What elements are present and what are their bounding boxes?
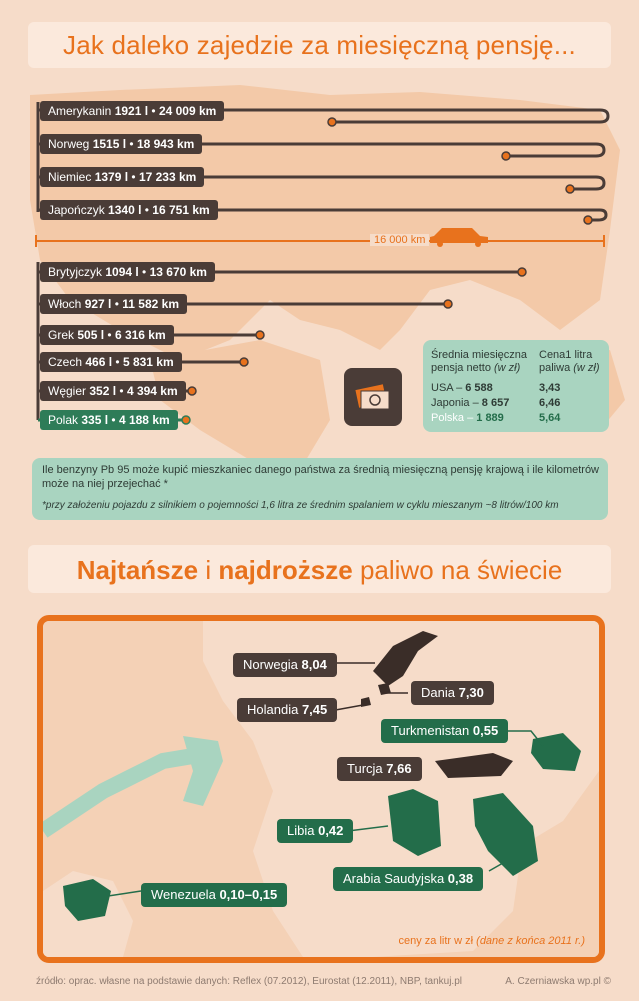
map-note: ceny za litr w zł (dane z końca 2011 r.) [398, 935, 585, 947]
endpoint-marker [444, 300, 452, 308]
info-text-line2: może na niej przejechać * [42, 478, 168, 490]
price-label-turkmenistan: Turkmenistan 0,55 [381, 719, 508, 743]
endpoint-marker [584, 216, 592, 224]
endpoint-marker [518, 268, 526, 276]
row-label-norweg: Norweg 1515 l • 18 943 km [40, 134, 202, 154]
row-label-brytyjczyk: Brytyjczyk 1094 l • 13 670 km [40, 262, 215, 282]
info-box [32, 458, 608, 520]
price-label-wenezuela: Wenezuela 0,10–0,15 [141, 883, 287, 907]
table-price-polska: 5,64 [539, 412, 561, 424]
section2-band [28, 545, 611, 593]
price-label-dania: Dania 7,30 [411, 681, 494, 705]
page-title: Jak daleko zajedzie za miesięczną pensję... [63, 30, 576, 60]
endpoint-marker [502, 152, 510, 160]
row-label-grek: Grek 505 l • 6 316 km [40, 325, 174, 345]
row-label-japonczyk: Japończyk 1340 l • 16 751 km [40, 200, 218, 220]
table-col2-header-line2: paliwa (w zł) [539, 362, 600, 374]
section2-title: Najtańsze i najdroższe paliwo na świecie [76, 555, 563, 585]
table-row-polska: Polska – 1 889 [431, 412, 504, 424]
table-price-japonia: 6,46 [539, 397, 561, 409]
table-row-usa: USA – 6 588 [431, 382, 493, 394]
table-col2-header: Cena1 litra [539, 349, 593, 361]
info-text-line1: Ile benzyny Pb 95 może kupić mieszkaniec danego państwa za średnią miesięczną pensję krajową i ile kilometrów [42, 464, 600, 476]
price-label-turcja: Turcja 7,66 [337, 757, 422, 781]
price-label-holandia: Holandia 7,45 [237, 698, 337, 722]
row-label-wloch: Włoch 927 l • 11 582 km [40, 294, 187, 314]
endpoint-marker [328, 118, 336, 126]
row-label-amerykanin: Amerykanin 1921 l • 24 009 km [40, 101, 224, 121]
footer-source: źródło: oprac. własne na podstawie danych: Reflex (07.2012), Eurostat (12.2011), NBP, tankuj.pl [36, 976, 462, 987]
table-col1-header-line2: pensja netto (w zł) [431, 362, 521, 374]
price-label-arabia-saudyjska: Arabia Saudyjska 0,38 [333, 867, 483, 891]
endpoint-marker [240, 358, 248, 366]
fuel-price-map [37, 615, 605, 963]
price-label-libia: Libia 0,42 [277, 819, 353, 843]
money-icon [344, 368, 402, 426]
footer-author: A. Czerniawska wp.pl © [505, 976, 611, 987]
table-row-japonia: Japonia – 8 657 [431, 397, 510, 409]
row-label-polak: Polak 335 l • 4 188 km [40, 410, 178, 430]
info-footnote: *przy założeniu pojazdu z silnikiem o pojemności 1,6 litra ze średnim spalaniem w cyklu mieszanym ~8 litrów/100 km [42, 500, 559, 511]
endpoint-marker [566, 185, 574, 193]
price-label-norwegia: Norwegia 8,04 [233, 653, 337, 677]
row-label-niemiec: Niemiec 1379 l • 17 233 km [40, 167, 204, 187]
endpoint-marker [188, 387, 196, 395]
endpoint-marker [182, 416, 190, 424]
table-col1-header: Średnia miesięczna [431, 349, 527, 361]
salary-fuel-table [423, 340, 609, 432]
scale-label: 16 000 km [370, 234, 429, 246]
row-label-wegier: Węgier 352 l • 4 394 km [40, 381, 186, 401]
car-icon [430, 228, 488, 247]
row-label-czech: Czech 466 l • 5 831 km [40, 352, 182, 372]
table-price-usa: 3,43 [539, 382, 561, 394]
endpoint-marker [256, 331, 264, 339]
